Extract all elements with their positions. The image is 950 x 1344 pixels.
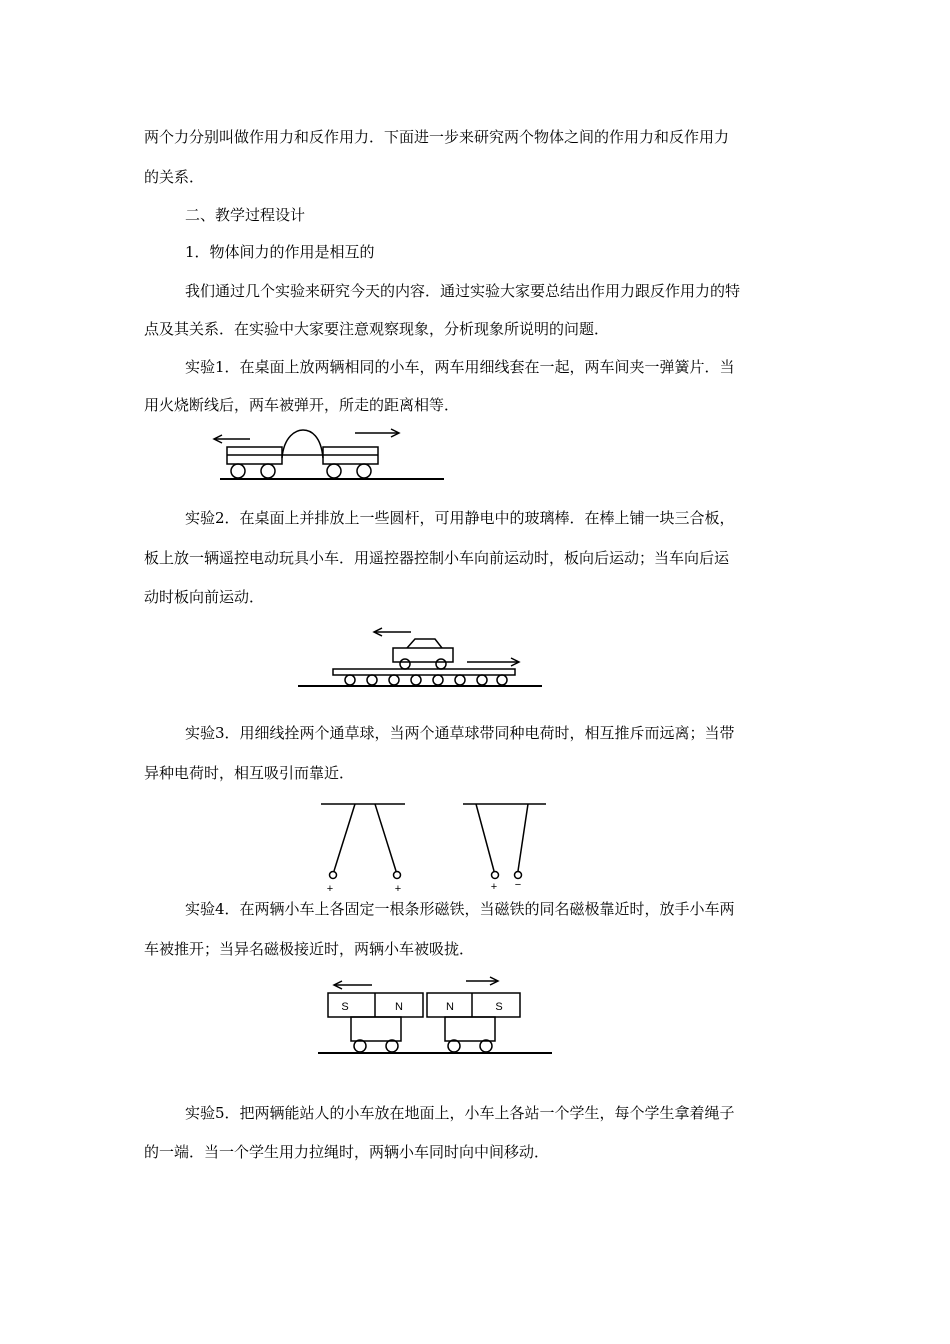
experiment-5-line-1: 实验5．把两辆能站人的小车放在地面上，小车上各站一个学生，每个学生拿着绳子 (185, 1104, 735, 1122)
experiment-2-line-1: 实验2．在桌面上并排放上一些圆杆，可用静电中的玻璃棒．在棒上铺一块三合板， (185, 509, 735, 527)
experiment-5-line-2: 的一端．当一个学生用力拉绳时，两辆小车同时向中间移动． (144, 1143, 550, 1161)
text-line-6: 点及其关系．在实验中大家要注意观察现象，分析现象所说明的问题． (144, 320, 610, 338)
experiment-4-line-2: 车被推开；当异名磁极接近时，两辆小车被吸拢． (144, 940, 475, 958)
experiment-1-line-1: 实验1．在桌面上放两辆相同的小车，两车用细线套在一起，两车间夹一弹簧片．当 (185, 358, 735, 376)
text-line-2: 的关系． (144, 168, 205, 186)
magnet-pole-label: N (446, 1001, 454, 1013)
subsection-heading: 1．物体间力的作用是相互的 (185, 243, 375, 261)
experiment-3-line-2: 异种电荷时，相互吸引而靠近． (144, 764, 355, 782)
figure-experiment-2 (295, 624, 547, 690)
text-line-1: 两个力分别叫做作用力和反作用力．下面进一步来研究两个物体之间的作用力和反作用力 (144, 128, 730, 146)
figure-experiment-3 (318, 798, 550, 894)
charge-label: + (326, 883, 334, 894)
section-heading: 二、教学过程设计 (185, 206, 306, 224)
experiment-2-line-2: 板上放一辆遥控电动玩具小车．用遥控器控制小车向前运动时，板向后运动；当车向后运 (144, 549, 730, 567)
magnet-pole-label: S (495, 1001, 503, 1013)
text-line-5: 我们通过几个实验来研究今天的内容．通过实验大家要总结出作用力跟反作用力的特 (185, 282, 741, 300)
experiment-2-line-3: 动时板向前运动． (144, 588, 265, 606)
charge-label: − (514, 879, 522, 891)
figure-experiment-1 (205, 420, 455, 490)
experiment-1-line-2: 用火烧断线后，两车被弹开，所走的距离相等． (144, 396, 460, 414)
experiment-4-line-1: 实验4．在两辆小车上各固定一根条形磁铁，当磁铁的同名磁极靠近时，放手小车两 (185, 900, 735, 918)
charge-label: + (490, 881, 498, 893)
experiment-3-line-1: 实验3．用细线拴两个通草球，当两个通草球带同种电荷时，相互推斥而远离；当带 (185, 724, 735, 742)
magnet-pole-label: S (341, 1001, 349, 1013)
magnet-pole-label: N (395, 1001, 403, 1013)
charge-label: + (394, 883, 402, 894)
figure-experiment-4 (315, 975, 555, 1060)
